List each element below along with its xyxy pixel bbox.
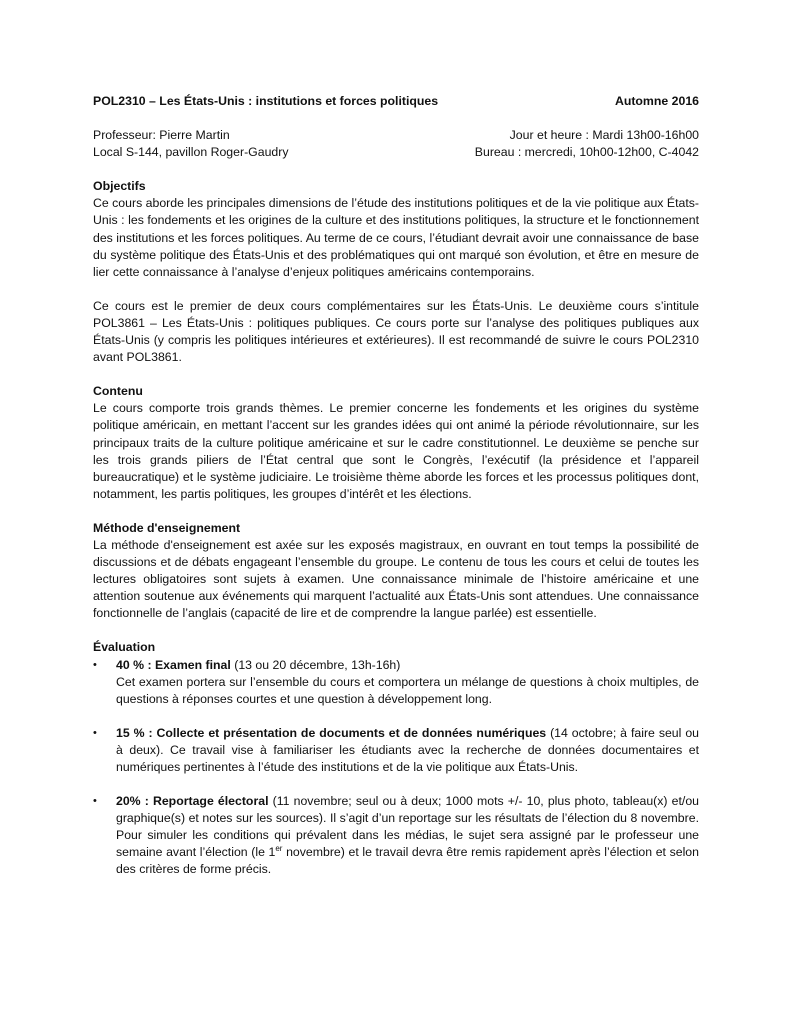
course-term: Automne 2016 bbox=[614, 94, 699, 108]
evaluation-item-reportage bbox=[93, 793, 699, 878]
bullet-icon: • bbox=[93, 726, 97, 739]
class-schedule: Jour et heure : Mardi 13h00-16h00 bbox=[509, 128, 699, 143]
evaluation-heading: Évaluation bbox=[93, 640, 156, 655]
evaluation-item-detail: (14 octobre; à faire seul ou à deux). Ce travail vise à familiariser les étudiants avec la recherche de données documentaires et numériques pertinentes à l’étude des institutions et de la vie politique aux États-Unis. bbox=[116, 725, 700, 774]
evaluation-item-collecte bbox=[93, 725, 699, 776]
evaluation-item-detail: (13 ou 20 décembre, 13h-16h) bbox=[230, 657, 401, 672]
evaluation-item-detail-2: novembre) et le travail devra être remis rapidement après l’élection et selon des critères de forme précis. bbox=[116, 845, 699, 877]
office-hours: Bureau : mercredi, 10h00-12h00, C-4042 bbox=[474, 145, 699, 160]
bullet-icon: • bbox=[93, 795, 97, 808]
course-header-row bbox=[93, 93, 699, 110]
methode-paragraph: La méthode d'enseignement est axée sur les exposés magistraux, en ouvrant en tout temps la possibilité de discussions et de débats engageant l’ensemble du groupe. Le contenu de tous les cours et celui de toutes les lectures obligatoires sont sujets à examen. Une connaissance minimale de l’histoire américaine et une attention soutenue aux événements qui marquent l’actualité aux États-Unis sont attendues. Une connaissance fonctionnelle de l’anglais (capacité de lire et de comprendre la langue parlée) est essentielle. bbox=[93, 537, 699, 621]
evaluation-item-detail: (11 novembre; seul ou à deux; 1000 mots +/- 10, plus photo, tableau(x) et/ou graphique(s) et notes sur les sources). Il s’agit d’un reportage sur les résultats de l’élection du 8 novembre. Pour simuler les conditions qui prévalent dans les médias, le sujet sera assigné par le professeur une semaine avant l’élection (le 1 bbox=[116, 794, 699, 860]
document-content bbox=[93, 93, 699, 879]
objectifs-paragraph-1: Ce cours aborde les principales dimensions de l’étude des institutions politiques et de la vie politique aux États-Unis : les fondements et les origines de la culture et des institutions politiques, la structure et le fonctionnement des institutions et les forces politiques. Au terme de ce cours, l’étudiant devrait avoir une connaissance de base du système politique des États-Unis et des problématiques qui ont marqué son évolution, et être en mesure de lier cette connaissance à l’analyse d’enjeux politiques américains contemporains. bbox=[93, 196, 699, 279]
contenu-heading: Contenu bbox=[93, 384, 143, 399]
methode-heading: Méthode d'enseignement bbox=[93, 520, 241, 535]
objectifs-paragraph-2: Ce cours est le premier de deux cours complémentaires sur les États-Unis. Le deuxième cours s’intitule POL3861 – Les États-Unis : politiques publiques. Ce cours porte sur l’analyse des politiques publiques aux États-Unis (y compris les politiques intérieures et extérieures). Il est recommandé de suivre le cours POL2310 avant POL3861. bbox=[93, 298, 699, 365]
professor-name: Professeur: Pierre Martin bbox=[93, 128, 230, 143]
location-row bbox=[93, 144, 699, 161]
evaluation-item-label: 40 % : Examen final bbox=[116, 657, 231, 672]
professor-row bbox=[93, 127, 699, 144]
evaluation-list bbox=[93, 657, 699, 879]
objectifs-heading: Objectifs bbox=[93, 179, 146, 194]
evaluation-item-label: 20% : Reportage électoral bbox=[116, 794, 269, 809]
evaluation-item-description: Cet examen portera sur l’ensemble du cours et comportera un mélange de questions à choix multiples, de questions à réponses courtes et une question à développement long. bbox=[116, 674, 699, 706]
class-room: Local S-144, pavillon Roger-Gaudry bbox=[93, 145, 289, 160]
superscript-er: er bbox=[275, 844, 283, 854]
evaluation-item-exam bbox=[93, 657, 699, 708]
course-title: POL2310 – Les États-Unis : institutions et forces politiques bbox=[93, 94, 439, 108]
evaluation-item-label: 15 % : Collecte et présentation de documents et de données numériques bbox=[116, 725, 547, 740]
contenu-paragraph: Le cours comporte trois grands thèmes. Le premier concerne les fondements et les origines du système politique américain, en mettant l’accent sur les grandes idées qui ont animé la période révolutionnaire, sur les principaux traits de la culture politique américaine et sur le cadre constitutionnel. Le deuxième se penche sur les trois grands piliers de l’État central que sont le Congrès, l’exécutif (la présidence et l’appareil bureaucratique) et le système judiciaire. Le troisième thème aborde les forces et les processus politiques dont, notamment, les partis politiques, les groupes d’intérêt et les élections. bbox=[93, 401, 699, 501]
bullet-icon: • bbox=[93, 658, 97, 671]
